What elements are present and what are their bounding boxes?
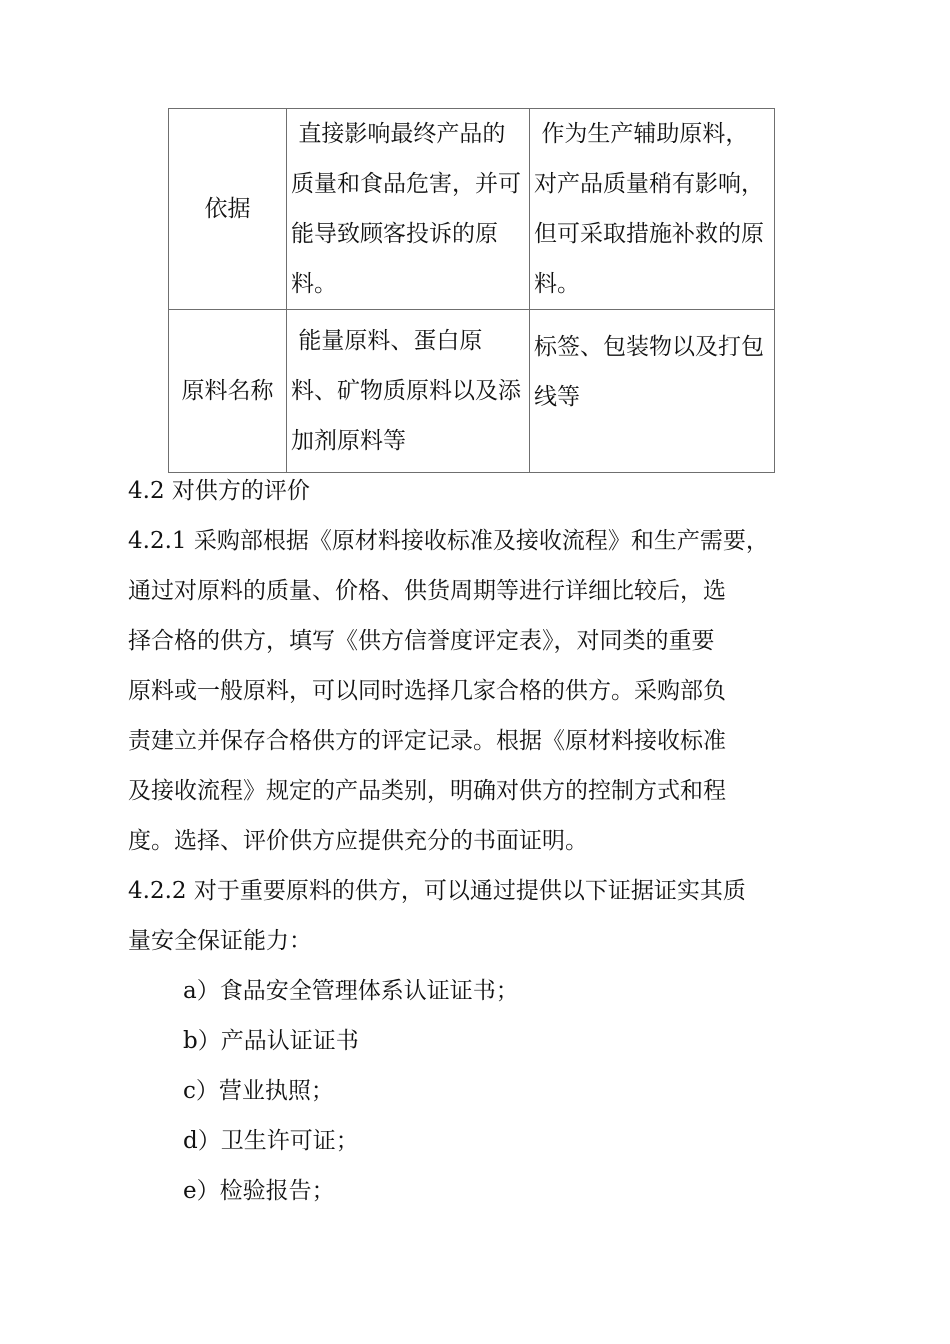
paragraph-line: 通过对原料的质量、价格、供货周期等进行详细比较后，选: [128, 578, 726, 604]
paragraph-line: 原料或一般原料，可以同时选择几家合格的供方。采购部负: [128, 678, 726, 704]
list-item: e）检验报告；: [183, 1178, 335, 1204]
paragraph-line: 4.2.2 对于重要原料的供方，可以通过提供以下证据证实其质: [128, 878, 746, 904]
list-item: d）卫生许可证；: [183, 1128, 359, 1154]
table-cell-header-basis: 依据: [169, 109, 287, 310]
list-item: a）食品安全管理体系认证证书；: [183, 978, 519, 1004]
table-row-material-name: [169, 310, 775, 473]
table-cell-important-materials: 能量原料、蛋白原料、矿物质原料以及添加剂原料等: [287, 310, 530, 473]
paragraph-line: 择合格的供方，填写《供方信誉度评定表》，对同类的重要: [128, 628, 715, 654]
table-cell-general-basis: 作为生产辅助原料，对产品质量稍有影响，但可采取措施补救的原料。: [530, 109, 775, 310]
section-heading: 4.2 对供方的评价: [128, 478, 310, 504]
evidence-list: [183, 966, 519, 1216]
table-cell-header-material-name: 原料名称: [169, 310, 287, 473]
paragraph-line: 度。选择、评价供方应提供充分的书面证明。: [128, 828, 588, 854]
table-row-basis: [169, 109, 775, 310]
list-item: c）营业执照；: [183, 1078, 334, 1104]
section-4-2-title: [128, 466, 828, 516]
table-cell-important-basis: 直接影响最终产品的质量和食品危害，并可能导致顾客投诉的原料。: [287, 109, 530, 310]
section-4-2-2-paragraph: [128, 866, 828, 966]
section-4-2-1-paragraph: [128, 516, 828, 866]
paragraph-line: 及接收流程》规定的产品类别，明确对供方的控制方式和程: [128, 778, 726, 804]
paragraph-line: 4.2.1 采购部根据《原材料接收标准及接收流程》和生产需要，: [128, 528, 769, 554]
table-cell-general-materials: 标签、包装物以及打包线等: [530, 310, 775, 473]
paragraph-line: 责建立并保存合格供方的评定记录。根据《原材料接收标准: [128, 728, 726, 754]
material-classification-table: [168, 108, 775, 473]
list-item: b）产品认证证书: [183, 1028, 359, 1054]
paragraph-line: 量安全保证能力：: [128, 928, 312, 954]
